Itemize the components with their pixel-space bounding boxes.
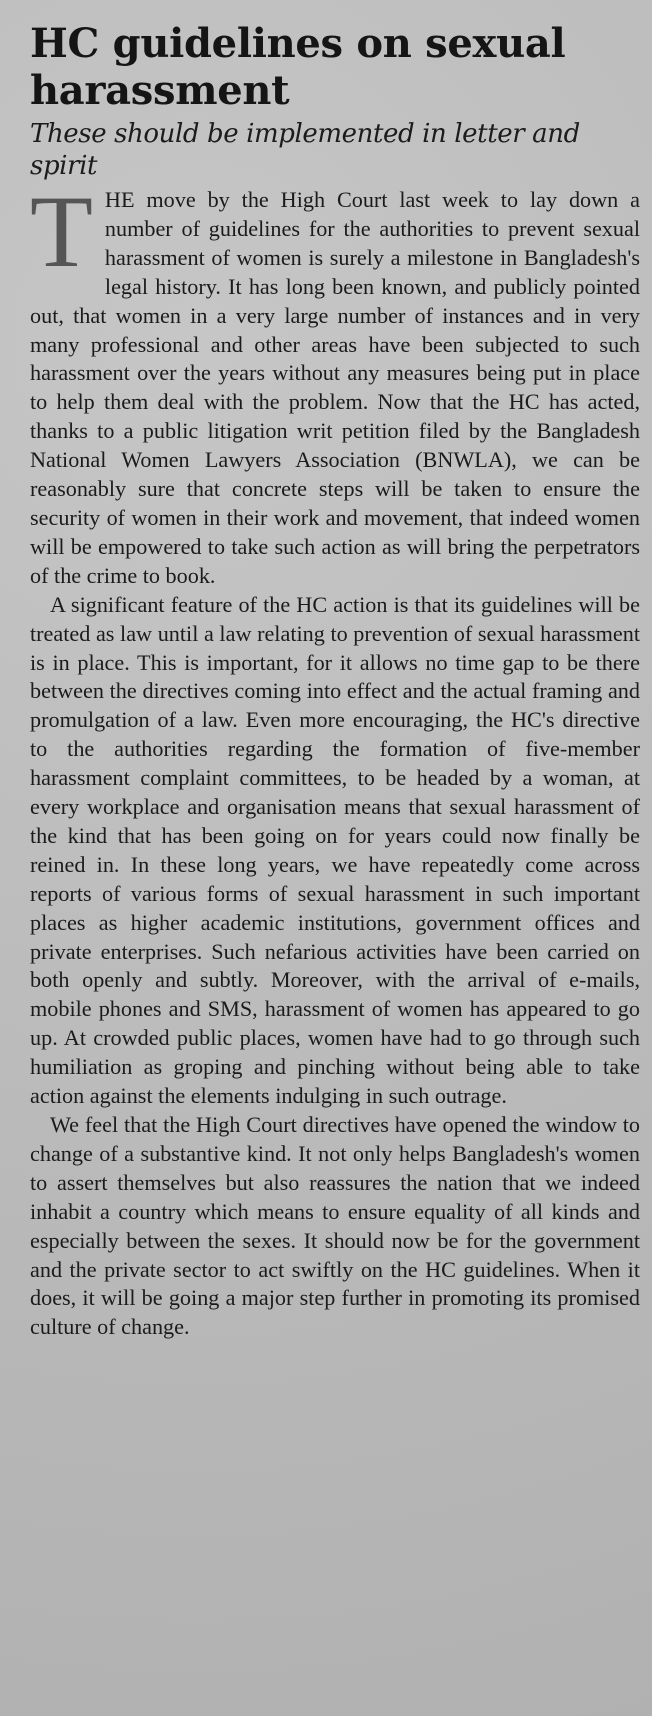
drop-cap: T [30, 175, 93, 289]
paragraph-1 [30, 175, 640, 591]
article-body [30, 175, 640, 1342]
paragraph-1-text: HE move by the High Court last week to lay down a number of guidelines for the authorities to prevent sexual harassment of women is surely a milestone in Bangladesh's legal history. It has long been known, and publicly pointed out, that women in a very large number of instances and in very many professional and other areas have been subjected to such harassment over the years without any measures being put in place to help them deal with the problem. Now that the HC has acted, thanks to a public litigation writ petition filed by the Bangladesh National Women Lawyers Association (BNWLA), we can be reasonably sure that concrete steps will be taken to ensure the security of women in their work and movement, that indeed women will be empowered to take such action as will bring the perpetrators of the crime to book. [30, 187, 640, 588]
headline: HC guidelines on sexual harassment [30, 20, 566, 114]
paragraph-2: A significant feature of the HC action is that its guidelines will be treated as law until a law relating to prevention of sexual harassment is in place. This is important, for it allows no time gap to be there between the directives coming into effect and the actual framing and promulgation of a law. Even more encouraging, the HC's directive to the authorities regarding the formation of five-member harassment complaint committees, to be headed by a woman, at every workplace and organisation means that sexual harassment of the kind that has been going on for years could now finally be reined in. In these long years, we have repeatedly come across reports of various forms of sexual harassment in such important places as higher academic institutions, government offices and private enterprises. Such nefarious activities have been carried on both openly and subtly. Moreover, with the arrival of e-mails, mobile phones and SMS, harassment of women has appeared to go up. At crowded public places, women have had to go through such humiliation as groping and pinching without being able to take action against the elements indulging in such outrage. [30, 591, 640, 1109]
paragraph-3: We feel that the High Court directives have opened the window to change of a substantive kind. It not only helps Bangladesh's women to assert themselves but also reassures the nation that we indeed inhabit a country which means to ensure equality of all kinds and especially between the sexes. It should now be for the government and the private sector to act swiftly on the HC guidelines. When it does, it will be going a major step further in promoting its promised culture of change. [30, 1112, 640, 1340]
subheadline: These should be implemented in letter and spirit [30, 119, 580, 181]
